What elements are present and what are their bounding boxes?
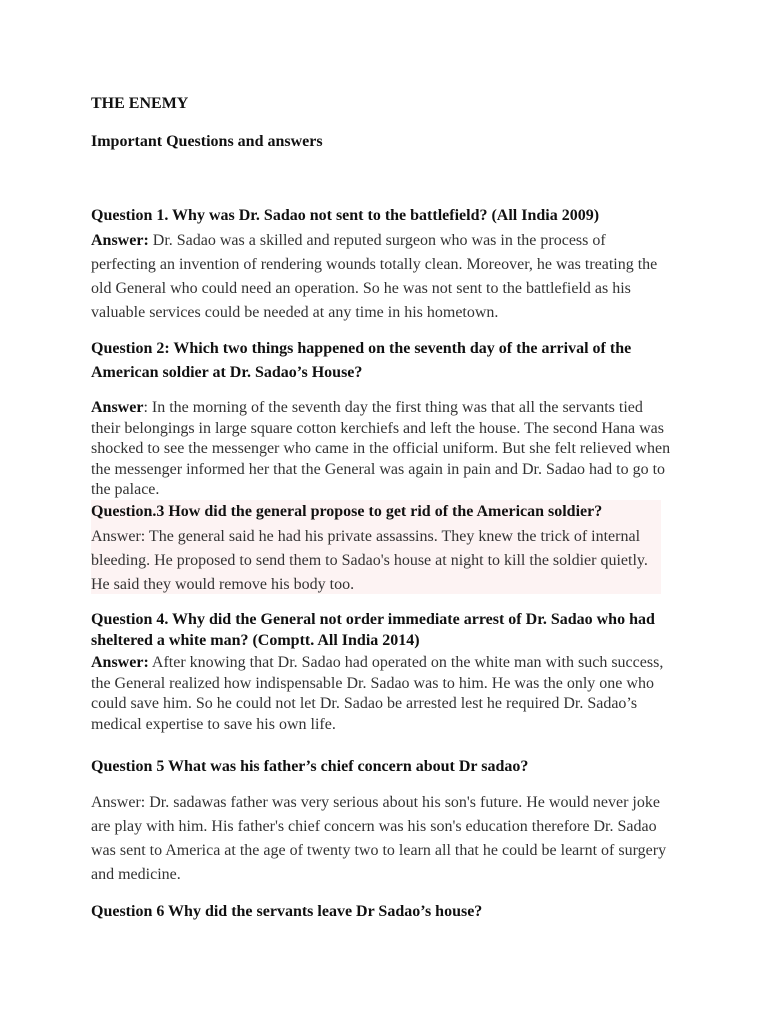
answer-5: Answer: Dr. sadawas father was very serious about his son's future. He would never joke are play with him. His father's chief concern was his son's education therefore Dr. Sadao was sent to America at the age of twenty two to learn all that he could be learnt of surgery and medicine. — [91, 794, 667, 883]
question-5: Question 5 What was his father’s chief concern about Dr sadao? — [91, 758, 529, 775]
answer-4 — [91, 653, 681, 735]
question-6: Question 6 Why did the servants leave Dr Sadao’s house? — [91, 903, 483, 920]
question-4: Question 4. Why did the General not order immediate arrest of Dr. Sadao who had sheltered a white man? (Comptt. All India 2014) — [91, 611, 655, 649]
answer-1 — [91, 229, 671, 325]
answer-label: Answer — [91, 399, 144, 416]
question-3: Question.3 How did the general propose to get rid of the American soldier? — [91, 503, 603, 520]
answer-label: Answer: — [91, 232, 149, 249]
answer-2 — [91, 398, 676, 501]
answer-text: : In the morning of the seventh day the first thing was that all the servants tied their belongings in large square cotton kerchiefs and left the house. The second Hana was shocked to see the messenger who came in the official uniform. But she felt relieved when the messenger informed her that the General was again in pain and Dr. Sadao had to go to the palace. — [91, 399, 671, 498]
document-title: THE ENEMY — [91, 95, 189, 112]
answer-text: After knowing that Dr. Sadao had operated on the white man with such success, the General realized how indispensable Dr. Sadao was to him. He was the only one who could save him. So he could not let Dr. Sadao be arrested lest he required Dr. Sadao’s medical expertise to save his own life. — [91, 654, 664, 733]
question-1: Question 1. Why was Dr. Sadao not sent to the battlefield? (All India 2009) — [91, 207, 600, 224]
question-2: Question 2: Which two things happened on the seventh day of the arrival of the American soldier at Dr. Sadao’s House? — [91, 340, 632, 381]
answer-text: Dr. Sadao was a skilled and reputed surgeon who was in the process of perfecting an invention of rendering wounds totally clean. Moreover, he was treating the old General who could need an operation. So he was not sent to the battlefield as his valuable services could be needed at any time in his hometown. — [91, 232, 658, 321]
answer-3: Answer: The general said he had his private assassins. They knew the trick of internal bleeding. He proposed to send them to Sadao's house at night to kill the soldier quietly. He said they would remove his body too. — [91, 528, 648, 593]
document-subtitle: Important Questions and answers — [91, 133, 323, 150]
answer-label: Answer: — [91, 654, 149, 671]
